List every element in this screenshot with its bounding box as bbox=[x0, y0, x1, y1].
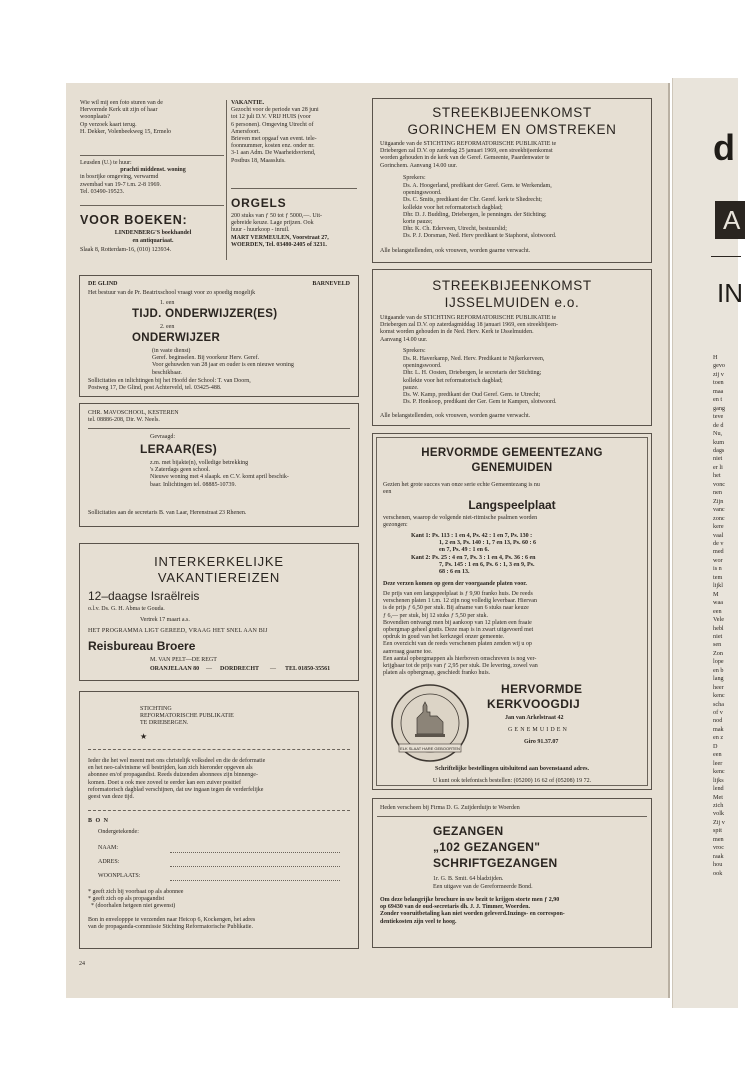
text-line: kollekte voor het reformatorisch dagblad; bbox=[403, 204, 503, 211]
text-fragment: kere bbox=[713, 523, 724, 531]
note: Deze verzen komen op geen der voorgaande platen voor. bbox=[383, 581, 527, 587]
form-label: NAAM: bbox=[98, 845, 119, 851]
ad-title: HERVORMDE GEMEENTEZANG bbox=[421, 447, 603, 459]
text-fragment: raak bbox=[713, 852, 724, 860]
bureau-name: Reisbureau Broere bbox=[88, 639, 196, 653]
dashed-divider bbox=[88, 810, 350, 811]
text-line: Geref. beginselen. Bij voorkeur Herv. Geref. bbox=[152, 355, 260, 362]
text-fragment: leer bbox=[713, 759, 723, 767]
text-line: in bosrijke omgeving, verwarmd bbox=[80, 174, 159, 181]
text-line: 's Zaterdags geen school. bbox=[150, 467, 211, 474]
separator: — bbox=[206, 666, 212, 672]
text-line: Driebergen zal D.V. op zaterdagmiddag 18 januari 1969, een streekbijeen- bbox=[380, 322, 559, 329]
reis-ad-box bbox=[79, 543, 359, 681]
details bbox=[152, 348, 352, 377]
text-line: 68 : 6 en 13. bbox=[439, 569, 470, 576]
text-fragment: vonc bbox=[713, 480, 726, 488]
text-line: Wie wil mij een foto sturen van de bbox=[80, 100, 163, 106]
text-fragment: ook bbox=[713, 869, 723, 877]
text-fragment: gevo bbox=[713, 362, 726, 370]
option-propagandist[interactable]: geeft zich op als propagandist bbox=[92, 896, 165, 903]
text-fragment: lijks bbox=[713, 776, 724, 784]
place-label: BARNEVELD bbox=[312, 281, 350, 287]
text-fragment: scha bbox=[713, 700, 724, 708]
text-line: abonnee en/of propagandist. Reeds duizenden abonnees zijn binnenge- bbox=[88, 772, 258, 779]
star-icon: ★ bbox=[140, 732, 148, 741]
ad-title: GORINCHEM EN OMSTREKEN bbox=[407, 122, 617, 137]
text-fragment: H bbox=[713, 354, 718, 361]
job-title: TIJD. ONDERWIJZER(ES) bbox=[132, 308, 278, 320]
gezangen-ad-box bbox=[372, 798, 652, 948]
text-line: aanvraag gaarne toe. bbox=[383, 648, 433, 655]
vertrek-text: Vertrek 17 maart a.s. bbox=[140, 617, 190, 623]
text-fragment: D bbox=[713, 742, 718, 750]
text-line: CHR. MAVOSCHOOL, KESTEREN bbox=[88, 410, 179, 416]
sprekers-label: Sprekers: bbox=[403, 175, 426, 181]
text-fragment: mak bbox=[713, 725, 724, 733]
text-line: Ds. R. Haverkamp, Ned. Herv. Predikant te Nijkerkerveen, bbox=[403, 356, 545, 362]
kerkvoogdij-address: Jan van Arkelstraat 42 bbox=[505, 715, 564, 721]
text-line: Bon in envelopppe te verzenden naar Heicop 6, Kockengen, het adres bbox=[88, 917, 256, 923]
job-title: LERAAR(ES) bbox=[140, 442, 217, 456]
phone-note: U kunt ook telefonisch bestellen: (05200) 16 62 of (05208) 19 72. bbox=[432, 778, 592, 784]
text-line: foonnummer, kosten enz. onder nr. bbox=[231, 143, 315, 150]
text-line: Ds. C. Smits, predikant der Chr. Geref. kerk te Sliedrecht; bbox=[403, 197, 542, 204]
body-text bbox=[380, 897, 646, 926]
verschenen bbox=[383, 515, 645, 529]
body-text bbox=[383, 591, 645, 677]
woonplaats-field[interactable] bbox=[170, 880, 340, 881]
mavo-ad-box bbox=[79, 403, 359, 527]
text-line: en antiquariaat. bbox=[132, 238, 174, 244]
text-fragment: en t bbox=[713, 396, 723, 404]
kant2 bbox=[411, 555, 646, 577]
gezangen-title: SCHRIFTGEZANGEN bbox=[433, 856, 558, 870]
text-fragment: Met bbox=[713, 793, 723, 801]
separator: — bbox=[270, 666, 276, 672]
text-line: Uitgaande van de STICHTING REFORMATORISCHE PUBLIKATIE te bbox=[380, 141, 557, 147]
text-line: platen als opbergmap, geschiedt franko huis. bbox=[383, 670, 491, 677]
text-fragment: de d bbox=[713, 421, 724, 429]
item-label: 2. een bbox=[160, 324, 175, 330]
text-fragment: kum bbox=[713, 438, 725, 446]
next-page-edge bbox=[672, 78, 743, 1008]
genemuiden-ad-box bbox=[372, 433, 652, 790]
ijsselmuiden-ad-box bbox=[372, 269, 652, 426]
text-line: Gezocht voor de periode van 28 juni bbox=[231, 107, 319, 114]
vakantie-ad bbox=[231, 100, 357, 165]
text-line: tel. 08886-208, Dir. W. Neels. bbox=[88, 417, 160, 424]
heading-letter: IN bbox=[717, 278, 743, 308]
gevraagd-label: Gevraagd: bbox=[150, 434, 175, 440]
options: * geeft zich bij voorbaat op als abonnee * geeft zich op als propagandist * (doorhalen hetgeen niet gewenst) bbox=[88, 889, 184, 910]
text-line: Driebergen zal D.V. op zaterdag 25 januari 1969, een streekbijeenkomst bbox=[380, 148, 553, 155]
footer: Sollicitaties aan de secretaris B. van Laar, Herenstraat 23 Rhenen. bbox=[88, 510, 247, 516]
text-line: Bovendien ontvangt men bij aankoop van 12 platen een fraaie bbox=[383, 619, 532, 626]
kerkvoogdij-giro: Giro 91.37.07 bbox=[524, 739, 559, 745]
text-line: (in vaste dienst) bbox=[152, 348, 191, 354]
gorinchem-ad-box bbox=[372, 98, 652, 263]
text-line: baar. Inlichtingen tel. 08885-10739. bbox=[150, 481, 236, 488]
text-fragment: M bbox=[713, 590, 719, 598]
page-number: 24 bbox=[79, 961, 85, 967]
text-fragment: niet bbox=[713, 632, 723, 640]
text-fragment: en b bbox=[713, 666, 724, 674]
text-fragment: een bbox=[713, 607, 722, 615]
programma-text: HET PROGRAMMA LIGT GEREED, VRAAG HET SNEL AAN BIJ bbox=[88, 628, 268, 634]
text-line: Slaak 8, Rotterdam-16, (010) 123934. bbox=[80, 247, 172, 253]
text-fragment: lijkl bbox=[713, 582, 723, 590]
text-line: H. Dekker, Volenbeekweg 15, Ermelo bbox=[80, 128, 172, 135]
item-label: 1. een bbox=[160, 300, 175, 306]
text-fragment: gang bbox=[713, 404, 726, 412]
ad-title: GENEMUIDEN bbox=[471, 462, 553, 474]
text-line: Sollicitaties en inlichtingen bij het Hoofd der School: T. van Doorn, bbox=[88, 378, 251, 384]
leader-text: o.l.v. Ds. G. H. Abma te Gouda. bbox=[88, 606, 165, 612]
ad-title: STREEKBIJEENKOMST bbox=[432, 105, 592, 120]
text-line: Voor gehuwden van 28 jaar en ouder is een nieuwe woning bbox=[152, 362, 294, 369]
text-line: Tel. 03490-19523. bbox=[80, 188, 125, 195]
text-line: komst worden gehouden in de Ned. Herv. Kerk te IJsselmuiden. bbox=[380, 329, 534, 336]
text-line: ƒ 6,— per stuk, bij 12 stuks ƒ 5,50 per stuk. bbox=[383, 612, 488, 619]
text-line: 1, 2 en 3, Ps. 140 : 1, 7 en 13, Ps. 60 : 6 bbox=[439, 540, 536, 547]
text-line: Dhr. K. Ch. Ederveen, Utrecht, bestuurslid; bbox=[403, 226, 507, 233]
text-line: 6 personen). Omgeving Utrecht of bbox=[231, 121, 314, 128]
text-line: Gorinchem. Aanvang 14.00 uur. bbox=[380, 162, 457, 169]
intro bbox=[380, 141, 646, 170]
job-title: ONDERWIJZER bbox=[132, 332, 221, 344]
text-line: Ieder die het wel meent met ons christelijk volksdeel en die de deformatie bbox=[88, 758, 266, 764]
plaat-title: Langspeelplaat bbox=[468, 498, 556, 512]
place-label: DE GLIND bbox=[88, 281, 118, 287]
text-line: tot 12 juli D.V. VRIJ HUIS (voor bbox=[231, 114, 311, 121]
text-fragment: er li bbox=[713, 463, 723, 471]
rule bbox=[711, 256, 741, 257]
magazine-page bbox=[66, 83, 670, 998]
text-line: 3-1 aan Adm. De Waarheidsvriend, bbox=[231, 150, 316, 157]
big-letter: d bbox=[713, 127, 735, 168]
footer: Alle belangstellenden, ook vrouwen, worden gaarne verwacht. bbox=[380, 248, 531, 254]
trip-title: 12–daagse Israëlreis bbox=[88, 589, 200, 603]
text-fragment: lope bbox=[713, 658, 724, 666]
reis-title: INTERKERKELIJKE bbox=[154, 554, 284, 569]
kerkvoogdij-city: G E N E M U I D E N bbox=[508, 727, 568, 733]
footer: Alle belangstellenden, ook vrouwen, worden gaarne verwacht. bbox=[380, 413, 531, 419]
text-line: van de propaganda-commissie Stichting Reformatorische Publikatie. bbox=[88, 924, 253, 931]
intro bbox=[383, 482, 645, 496]
text-fragment: teve bbox=[713, 413, 724, 421]
text-line: reformatorisch dagblad verschijnen, dat uw ingaan tegen de verderfelijke bbox=[88, 786, 264, 793]
column-rule bbox=[226, 100, 227, 260]
org-name bbox=[140, 706, 234, 728]
text-fragment: heer bbox=[713, 683, 724, 691]
heden-text: Heden verscheen bij Firma D. G. Zuijderduijn te Woerden bbox=[380, 805, 520, 811]
text-line: Een aantal opbergmappen als hierboven omschreven is nog ver- bbox=[383, 655, 537, 662]
text-fragment: lang bbox=[713, 675, 724, 683]
text-fragment: zich bbox=[713, 802, 724, 810]
text-line: WOERDEN, Tel. 03480-2405 of 3231. bbox=[231, 241, 327, 248]
kerkvoogdij-title: KERKVOOGDIJ bbox=[487, 697, 581, 711]
address: ORANJELAAN 80 bbox=[150, 666, 200, 672]
text-fragment: of v bbox=[713, 709, 723, 717]
text-line: woonplaats? bbox=[80, 114, 110, 121]
names-text: M. VAN PELT—DE REGT bbox=[150, 657, 217, 663]
text-fragment: vaal bbox=[713, 531, 724, 539]
divider bbox=[80, 155, 224, 156]
text-line: VAKANTIE. bbox=[231, 100, 265, 106]
text-line: Hervormde Kerk uit zijn of haar bbox=[80, 107, 158, 114]
text-line: Brieven met opgaaf van event. tele- bbox=[231, 136, 317, 143]
city: DORDRECHT bbox=[220, 666, 260, 672]
text-fragment: dags bbox=[713, 446, 725, 454]
text-line: komen. Doet u ook mee zoveel te eerder kan een zuiver positief bbox=[88, 779, 241, 786]
text-line: verschenen platen 1 t.m. 12 zijn nog volledig leverbaar. Hiervan bbox=[383, 598, 537, 605]
text-line: z.m. met bijakte(n), volledige betrekking bbox=[150, 460, 249, 466]
text-line: REFORMATORISCHE PUBLIKATIE bbox=[140, 713, 234, 720]
option-note: (doorhalen hetgeen niet gewenst) bbox=[95, 903, 176, 910]
text-line: STICHTING bbox=[140, 706, 172, 712]
kerkvoogdij-title: HERVORMDE bbox=[501, 682, 583, 696]
text-fragment: Zij v bbox=[713, 818, 725, 826]
sprekers-label: Sprekers: bbox=[403, 348, 426, 354]
text-fragment: het bbox=[713, 472, 721, 480]
bon-label: B O N bbox=[88, 818, 110, 824]
text-fragment: wor bbox=[713, 556, 723, 564]
text-fragment: nen bbox=[713, 489, 722, 497]
text-line: beschikbaar. bbox=[152, 369, 182, 376]
form-label: ADRES: bbox=[98, 859, 120, 865]
speakers bbox=[403, 183, 647, 241]
leusden-ad bbox=[80, 160, 226, 196]
text-line: Kant 1: Ps. 113 : 1 en 4, Ps. 42 : 1 en 7, Ps. 130 : bbox=[411, 533, 533, 539]
text-fragment: spit bbox=[713, 827, 722, 835]
text-line: prachti middenst. woning bbox=[120, 167, 186, 174]
text-fragment: de v bbox=[713, 539, 724, 547]
divider bbox=[377, 816, 647, 817]
text-line: Ds. W. Kamp, predikant der Oud Geref. Gem. te Utrecht; bbox=[403, 392, 541, 399]
seal-banner-text: ELK SLAAT HARE GEBOORTEN bbox=[400, 746, 460, 751]
text-line: openingswoord. bbox=[403, 190, 442, 197]
intro bbox=[380, 315, 646, 344]
text-fragment: Zijn bbox=[713, 497, 724, 505]
naam-field[interactable] bbox=[170, 852, 340, 853]
text-fragment: hebl bbox=[713, 624, 724, 632]
text-line: gebreide keuze. Lage prijzen. Ook bbox=[231, 220, 314, 227]
text-fragment: lend bbox=[713, 785, 724, 793]
text-fragment: Zon bbox=[713, 649, 723, 657]
ad-title: IJSSELMUIDEN e.o. bbox=[444, 295, 580, 310]
text-line: openingswoord. bbox=[403, 363, 442, 370]
text-fragment: sen bbox=[713, 641, 722, 649]
text-line: worden gehouden in de kerk van de Geref. Gemeente, Paardenwater te bbox=[380, 155, 550, 162]
text-line: Om deze belangrijke brochure in uw bezit te krijgen storte men ƒ 2,90 bbox=[380, 897, 560, 903]
dark-box bbox=[715, 201, 745, 239]
footer bbox=[88, 917, 352, 931]
text-fragment: kenc bbox=[713, 768, 725, 776]
text-fragment: maa bbox=[713, 387, 724, 395]
text-fragment: zonc bbox=[713, 514, 725, 522]
text-line: Zonder vooruitbetaling kan niet worden geleverd.Inzings- en correspon- bbox=[380, 911, 565, 918]
text-line: TE DRIEBERGEN. bbox=[140, 720, 189, 727]
text-line: pauze. bbox=[403, 384, 419, 391]
foto-ad bbox=[80, 100, 226, 136]
gezangen-title: „102 GEZANGEN" bbox=[433, 840, 541, 854]
intro-text: Het bestuur van de Pr. Beatrixschool vraagt voor zo spoedig mogelijk bbox=[88, 290, 256, 296]
text-line: opbergmap geheel gratis. Deze map is in zwart uitgevoerd met bbox=[383, 627, 534, 634]
text-fragment: med bbox=[713, 548, 724, 556]
text-fragment: is n bbox=[713, 565, 722, 573]
text-fragment: niet bbox=[713, 455, 723, 463]
text-line: Ds. A. Hoogerland, predikant der Geref. Gem. te Werkendam, bbox=[403, 183, 552, 189]
text-fragment: zij v bbox=[713, 370, 724, 378]
gezangen-title: GEZANGEN bbox=[433, 824, 504, 838]
text-line: De prijs van een langspeelplaat is ƒ 9,90 franko huis. De reeds bbox=[383, 591, 533, 597]
text-fragment: Nu, bbox=[713, 430, 723, 438]
text-line: op 69430 van de oud-secretaris dh. J. J. Timmer, Woerden. bbox=[380, 904, 531, 911]
text-line: korte pauze; bbox=[403, 219, 433, 226]
text-fragment: vroc bbox=[713, 844, 724, 852]
text-line: Uitgaande van de STICHTING REFORMATORISCHE PUBLIKATIE te bbox=[380, 315, 557, 321]
subtitle: Een uitgave van de Gereformeerde Bond. bbox=[433, 884, 533, 890]
text-line: krijgbaar tot de prijs van ƒ 2,95 per stuk. De levering, zowel van bbox=[383, 663, 538, 670]
text-line: huur - huurkoop - inruil. bbox=[231, 227, 290, 234]
header bbox=[88, 410, 179, 424]
dashed-divider bbox=[88, 749, 350, 750]
text-fragment: Vele bbox=[713, 616, 724, 624]
text-line: Postweg 17, De Glind, post Achterveld, tel. 03425-488. bbox=[88, 385, 222, 392]
text-line: Op verzoek kaart terug. bbox=[80, 121, 137, 128]
church-seal-icon bbox=[389, 682, 471, 764]
footer bbox=[88, 378, 352, 392]
ad-title: STREEKBIJEENKOMST bbox=[432, 278, 592, 293]
text-line: verschenen, waarop de volgende niet-ritmische psalmen worden bbox=[383, 515, 538, 521]
text-fragment: volk bbox=[713, 810, 725, 818]
text-line: Een overzicht van de reeds verschenen platen zenden wij u op bbox=[383, 641, 532, 648]
text-line: kollekte voor het reformatorisch dagblad; bbox=[403, 377, 503, 384]
box-letter: A bbox=[723, 205, 741, 235]
text-line: Ds. P. Honkoop, predikant der Ger. Gem te Kampen, slotwoord. bbox=[403, 399, 557, 406]
form-label: Ondergetekende: bbox=[98, 829, 139, 835]
text-line: dentiekosten zijn veel te hoog. bbox=[380, 918, 457, 925]
divider bbox=[80, 205, 224, 206]
text-line: Dhr. L. H. Oosten, Driebergen, le secretaris der Stichting; bbox=[403, 370, 542, 377]
divider bbox=[231, 188, 357, 189]
orgels-ad bbox=[231, 213, 357, 249]
text-line: MART VERMEULEN, Voorstraat 27, bbox=[231, 234, 329, 241]
text-fragment: hou bbox=[713, 861, 723, 869]
telephone: TEL 01850-35561 bbox=[285, 666, 331, 672]
text-line: Leusden (U.) te huur: bbox=[80, 160, 132, 166]
text-line: Kant 2: Ps. 25 : 4 en 7, Ps. 3 : 1 en 4, Ps. 36 : 6 en bbox=[411, 555, 536, 561]
text-line: en het neo-calvinisme wil bestrijden, kan zich hieronder opgeven als bbox=[88, 765, 253, 772]
text-line: LINDENBERG'S boekhandel bbox=[114, 230, 192, 236]
text-line: geest van deze tijd. bbox=[88, 794, 134, 801]
form-label: WOONPLAATS: bbox=[98, 873, 141, 879]
text-line: Ds. P. J. Dorsman, Ned. Herv predikant te Staphorst, slotwoord. bbox=[403, 233, 557, 240]
kant1 bbox=[411, 533, 646, 555]
divider bbox=[88, 428, 350, 429]
text-fragment: kenc bbox=[713, 692, 725, 700]
orgels-title: ORGELS bbox=[231, 196, 287, 210]
text-line: is de prijs ƒ 6,50 per stuk. Bij afname van 6 stuks naar keuze bbox=[383, 605, 529, 612]
text-line: zwembad van 19-7 t.m. 2-8 1969. bbox=[80, 181, 161, 188]
text-line: 7, Ps. 145 : 1 en 6, Ps. 6 : 1, 3 en 9, Ps. bbox=[439, 562, 535, 569]
speakers bbox=[403, 356, 647, 406]
text-line: Postbus 18, Maassluis. bbox=[231, 157, 286, 164]
body-text bbox=[88, 758, 352, 801]
text-fragment: tem bbox=[713, 573, 723, 581]
stichting-form-box bbox=[79, 691, 359, 949]
details bbox=[150, 460, 355, 489]
text-fragment: waa bbox=[713, 599, 723, 607]
glind-ad-box bbox=[79, 275, 359, 397]
text-line: opdruk in goud van het kerkzegel onzer gemeente. bbox=[383, 634, 505, 641]
text-fragment: men bbox=[713, 835, 724, 843]
adres-field[interactable] bbox=[170, 866, 340, 867]
text-line: Dhr. D. J. Budding, Driebergen, le penningm. der Stichting; bbox=[403, 211, 547, 218]
text-fragment: vanc bbox=[713, 506, 725, 514]
text-line: Nieuwe woning met 4 slaapk. en C.V. komt april beschik- bbox=[150, 474, 289, 481]
order-note: Schriftelijke bestellingen uitsluitend aan bovenstaand adres. bbox=[435, 766, 589, 772]
text-fragment: en z bbox=[713, 734, 724, 742]
option-abonnee[interactable]: geeft zich bij voorbaat op als abonnee bbox=[92, 889, 184, 895]
text-line: Gezien het grote succes van onze serie echte Gemeentezang is nu bbox=[383, 482, 540, 488]
text-line: Amersfoort. bbox=[231, 128, 261, 135]
text-line: een bbox=[383, 489, 392, 496]
boeken-title: VOOR BOEKEN: bbox=[80, 213, 188, 227]
text-fragment: nod bbox=[713, 717, 723, 725]
text-fragments bbox=[713, 354, 741, 878]
text-fragment: toen bbox=[713, 379, 724, 387]
text-fragment: een bbox=[713, 751, 722, 759]
reis-title: VAKANTIEREIZEN bbox=[157, 570, 281, 585]
subtitle: 1r. G. B. Smit. 64 bladzijden. bbox=[433, 876, 504, 882]
text-line: en 7, Ps. 49 : 1 en 6. bbox=[439, 547, 489, 554]
text-line: Aanvang 14.00 uur. bbox=[380, 336, 428, 343]
text-line: gezongen: bbox=[383, 522, 408, 529]
text-line: 200 stuks van ƒ 50 tot ƒ 5000,—. Uit- bbox=[231, 213, 322, 219]
